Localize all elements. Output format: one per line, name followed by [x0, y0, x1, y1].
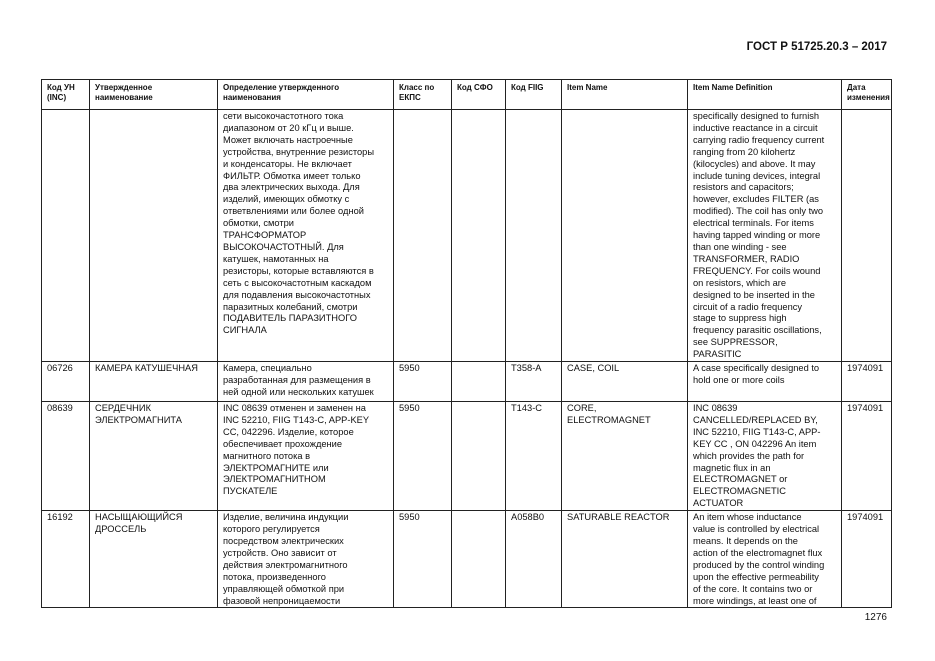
- cell-fiig: T358-A: [506, 362, 562, 402]
- cell-inc: 08639: [42, 402, 90, 511]
- col-header-fiig: Код FIIG: [506, 80, 562, 110]
- standard-title: ГОСТ Р 51725.20.3 – 2017: [746, 41, 887, 53]
- cell-approved-name: НАСЫЩАЮЩИЙСЯ ДРОССЕЛЬ: [90, 511, 218, 608]
- table-row: [42, 402, 892, 511]
- cell-item-name: SATURABLE REACTOR: [562, 511, 688, 608]
- cell-approved-name: КАМЕРА КАТУШЕЧНАЯ: [90, 362, 218, 402]
- cell-definition: INC 08639 отменен и заменен на INC 52210, FIIG T143-C, APP-KEY CC, 042296. Изделие, которое обеспечивает прохождение магнитного потока в ЭЛЕКТРОМАГНИТЕ или ЭЛЕКТРОМАГНИТНОМ ПУСКАТЕЛЕ: [218, 402, 394, 511]
- cell-date: 1974091: [842, 362, 892, 402]
- cell-item-definition: INC 08639 CANCELLED/REPLACED BY, INC 52210, FIIG T143-C, APP- KEY CC , ON 042296 An item which provides the path for magnetic flux in an ELECTROMAGNET or ELECTROMAGNETIC ACTUATOR: [688, 402, 842, 511]
- cell-ekps-class: 5950: [394, 362, 452, 402]
- cell-sfo: [452, 110, 506, 362]
- cell-date: 1974091: [842, 402, 892, 511]
- col-header-item-definition: Item Name Definition: [688, 80, 842, 110]
- table-row: [42, 110, 892, 362]
- table-row: [42, 511, 892, 608]
- table-row: [42, 362, 892, 402]
- cell-inc: [42, 110, 90, 362]
- cell-date: 1974091: [842, 511, 892, 608]
- cell-sfo: [452, 511, 506, 608]
- cell-ekps-class: 5950: [394, 511, 452, 608]
- cell-inc: 16192: [42, 511, 90, 608]
- cell-approved-name: [90, 110, 218, 362]
- cell-definition: Камера, специально разработанная для размещения в ней одной или нескольких катушек: [218, 362, 394, 402]
- cell-sfo: [452, 362, 506, 402]
- cell-fiig: T143-C: [506, 402, 562, 511]
- cell-sfo: [452, 402, 506, 511]
- col-header-inc: Код УН (INC): [42, 80, 90, 110]
- cell-item-name: [562, 110, 688, 362]
- cell-fiig: [506, 110, 562, 362]
- page-number: 1276: [864, 612, 887, 623]
- cell-inc: 06726: [42, 362, 90, 402]
- cell-item-definition: A case specifically designed to hold one or more coils: [688, 362, 842, 402]
- col-header-definition: Определение утвержденного наименования: [218, 80, 394, 110]
- cell-item-definition: An item whose inductance value is controlled by electrical means. It depends on the action of the electromagnet flux produced by the control winding upon the effective permeability of the core. It contains two or more windings, at least one of: [688, 511, 842, 608]
- cell-definition: Изделие, величина индукции которого регулируется посредством электрических устройств. Оно зависит от действия электромагнитного потока, произведенного управляющей обмоткой при фазовой непроницаемости: [218, 511, 394, 608]
- cell-item-name: CORE, ELECTROMAGNET: [562, 402, 688, 511]
- cell-item-name: CASE, COIL: [562, 362, 688, 402]
- cell-definition: сети высокочастотного тока диапазоном от 20 кГц и выше. Может включать настроечные устройства, внутренние резисторы и конденсаторы. Не включает ФИЛЬТР. Обмотка имеет только два электрических выхода. Для изделий, имеющих обмотку с ответвлениями или более одной обмотки, смотри ТРАНСФОРМАТОР ВЫСОКОЧАСТОТНЫЙ. Для катушек, намотанных на резисторы, которые вставляются в сеть с высокочастотным каскадом для подавления высокочастотных паразитных колебаний, смотри ПОДАВИТЕЛЬ ПАРАЗИТНОГО СИГНАЛА: [218, 110, 394, 362]
- table-header-row: [42, 80, 892, 110]
- cell-ekps-class: [394, 110, 452, 362]
- catalog-table: [41, 79, 892, 608]
- cell-ekps-class: 5950: [394, 402, 452, 511]
- col-header-approved-name: Утвержденное наименование: [90, 80, 218, 110]
- col-header-item-name: Item Name: [562, 80, 688, 110]
- col-header-ekps-class: Класс по ЕКПС: [394, 80, 452, 110]
- cell-fiig: A058B0: [506, 511, 562, 608]
- col-header-date: Дата изменения: [842, 80, 892, 110]
- cell-date: [842, 110, 892, 362]
- cell-item-definition: specifically designed to furnish inductive reactance in a circuit carrying radio frequency current ranging from 20 kilohertz (kilocycles) and above. It may include tuning devices, integral resistors and capacitors; however, excludes FILTER (as modified). The coil has only two electrical terminals. For items having tapped winding or more than one winding - see TRANSFORMER, RADIO FREQUENCY. For coils wound on resistors, which are designed to be inserted in the circuit of a radio frequency stage to suppress high frequency parasitic oscillations, see SUPPRESSOR, PARASITIC: [688, 110, 842, 362]
- col-header-sfo: Код СФО: [452, 80, 506, 110]
- cell-approved-name: СЕРДЕЧНИК ЭЛЕКТРОМАГНИТА: [90, 402, 218, 511]
